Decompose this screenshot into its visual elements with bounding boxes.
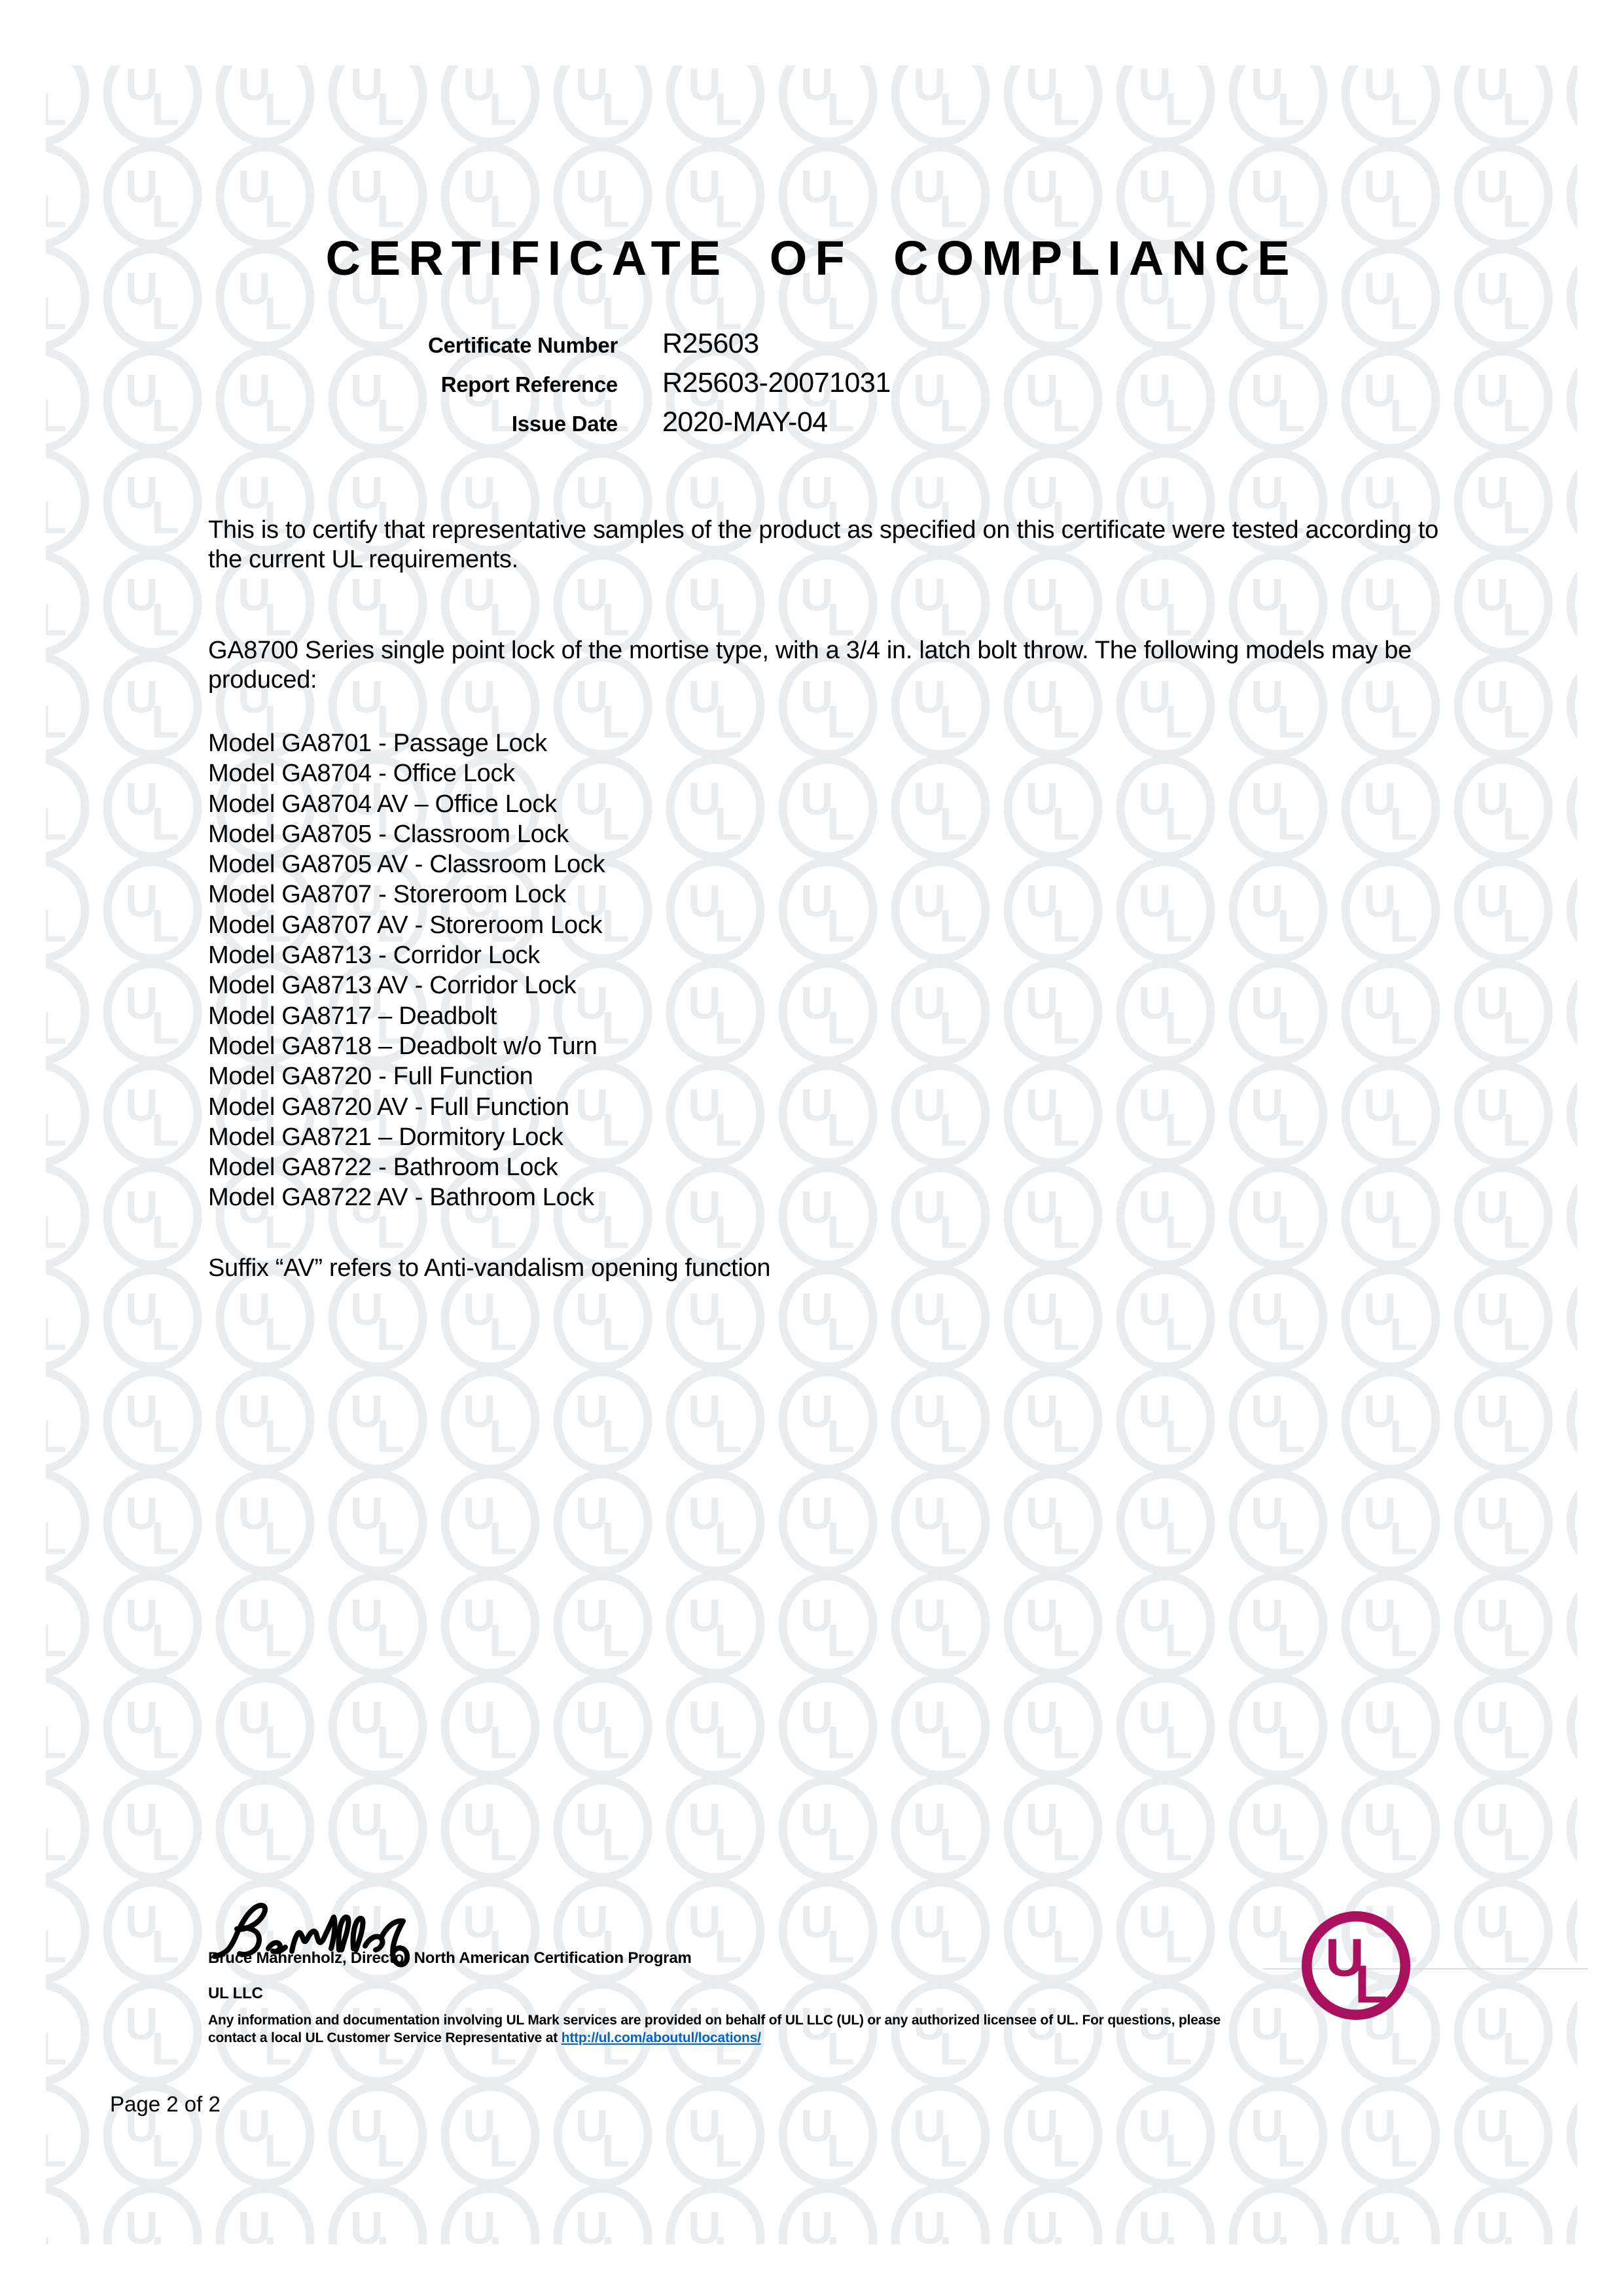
- meta-row-certificate-number: [0, 324, 1623, 363]
- ul-logo-letter-l: L: [1355, 1954, 1388, 2015]
- issue-date-value: 2020-MAY-04: [662, 406, 828, 438]
- ul-logo: [1300, 1909, 1412, 2022]
- meta-row-report-reference: [0, 363, 1623, 402]
- model-item: Model GA8707 - Storeroom Lock: [208, 881, 566, 909]
- certificate-meta: [0, 324, 1623, 442]
- model-item: Model GA8704 AV – Office Lock: [208, 790, 557, 818]
- legal-line1: Any information and documentation involving UL Mark services are provided on behalf of UL LLC (UL) or any authorized licensee of UL. For questions, please: [208, 2013, 1221, 2028]
- report-reference-label: Report Reference: [440, 372, 618, 397]
- model-item: Model GA8718 – Deadbolt w/o Turn: [208, 1032, 597, 1060]
- meta-row-issue-date: [0, 402, 1623, 442]
- report-reference-value: R25603-20071031: [662, 367, 891, 398]
- model-item: Model GA8721 – Dormitory Lock: [208, 1123, 563, 1151]
- model-item: Model GA8722 AV - Bathroom Lock: [208, 1184, 594, 1212]
- certificate-number-value: R25603: [662, 328, 759, 359]
- model-item: Model GA8707 AV - Storeroom Lock: [208, 911, 603, 939]
- certificate-number-label: Certificate Number: [428, 333, 618, 357]
- model-item: Model GA8722 - Bathroom Lock: [208, 1154, 558, 1182]
- certify-statement: This is to certify that representative samples of the product as specified on this certificate were tested according to the current UL requirements.: [208, 516, 1439, 573]
- ul-logo-letter-u: U: [1325, 1928, 1364, 1988]
- model-item: Model GA8701 - Passage Lock: [208, 730, 547, 757]
- model-item: Model GA8720 - Full Function: [208, 1063, 533, 1091]
- product-description: GA8700 Series single point lock of the mortise type, with a 3/4 in. latch bolt throw. The following models may be produced:: [208, 637, 1412, 694]
- page-title: CERTIFICATE OF COMPLIANCE: [325, 231, 1298, 285]
- legal-text: [208, 2011, 1452, 2047]
- model-item: Model GA8713 - Corridor Lock: [208, 942, 540, 970]
- model-list: [208, 728, 1452, 1213]
- company-name: UL LLC: [208, 1985, 263, 2002]
- model-item: Model GA8720 AV - Full Function: [208, 1093, 569, 1121]
- model-item: Model GA8704 - Office Lock: [208, 760, 515, 788]
- model-item: Model GA8705 - Classroom Lock: [208, 820, 569, 848]
- model-item: Model GA8705 AV - Classroom Lock: [208, 851, 605, 879]
- issue-date-label: Issue Date: [511, 412, 618, 436]
- model-item: Model GA8717 – Deadbolt: [208, 1002, 497, 1030]
- page-number: Page 2 of 2: [110, 2092, 221, 2116]
- ul-locations-link[interactable]: http://ul.com/aboutul/locations/: [561, 2030, 761, 2045]
- suffix-note: Suffix “AV” refers to Anti-vandalism opening function: [208, 1254, 771, 1282]
- legal-line2-prefix: contact a local UL Customer Service Representative at: [208, 2030, 562, 2045]
- model-item: Model GA8713 AV - Corridor Lock: [208, 972, 577, 1000]
- signatory-name: Bruce Mahrenholz, Director North American Certification Program: [208, 1949, 692, 1967]
